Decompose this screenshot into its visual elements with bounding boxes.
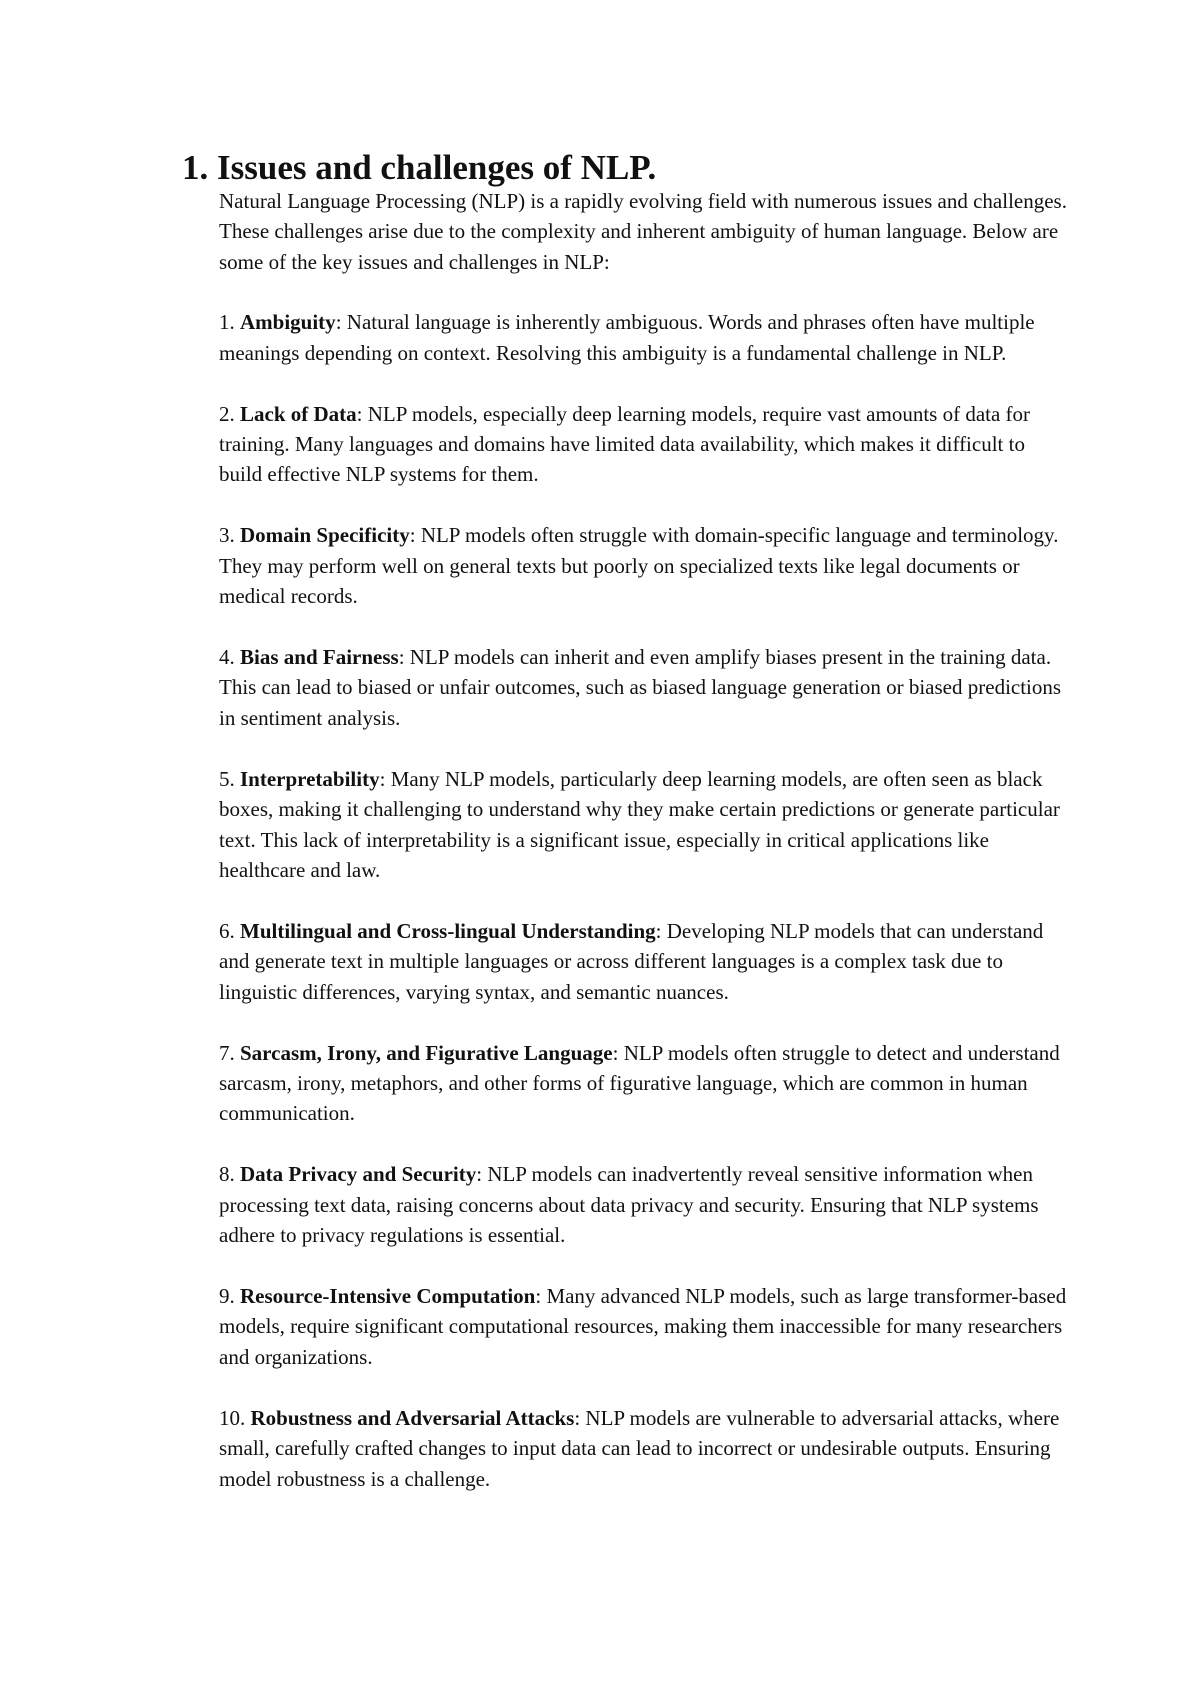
- item-description: : NLP models can inherit and even amplify biases present in the training data. This can lead to biased or unfair outcomes, such as biased language generation or biased predictions in sentiment analysis.: [219, 644, 1062, 730]
- item-number: 1.: [219, 310, 240, 335]
- section-heading: 1. Issues and challenges of NLP.: [182, 148, 657, 187]
- list-item: [219, 520, 1069, 611]
- item-term: Domain Specificity: [240, 523, 410, 548]
- item-description: : NLP models are vulnerable to adversarial attacks, where small, carefully crafted changes to input data can lead to incorrect or undesirable outputs. Ensuring model robustness is a challenge.: [219, 1405, 1060, 1491]
- list-item: [219, 1038, 1069, 1129]
- item-number: 7.: [219, 1040, 240, 1065]
- list-item: [219, 399, 1069, 490]
- list-item: [219, 1159, 1069, 1250]
- list-item: [219, 1403, 1069, 1494]
- item-number: 3.: [219, 523, 240, 548]
- item-description: : Many advanced NLP models, such as large transformer-based models, require significant computational resources, making them inaccessible for many researchers and organizations.: [219, 1283, 1067, 1369]
- list-item: [219, 916, 1069, 1007]
- item-description: : Developing NLP models that can understand and generate text in multiple languages or across different languages is a complex task due to linguistic differences, varying syntax, and semantic nuances.: [219, 918, 1044, 1004]
- item-term: Resource-Intensive Computation: [240, 1283, 536, 1308]
- item-number: 2.: [219, 401, 240, 426]
- item-description: : NLP models can inadvertently reveal sensitive information when processing text data, raising concerns about data privacy and security. Ensuring that NLP systems adhere to privacy regulations is essential.: [219, 1162, 1039, 1248]
- item-description: : NLP models often struggle to detect and understand sarcasm, irony, metaphors, and other forms of figurative language, which are common in human communication.: [219, 1040, 1060, 1126]
- item-term: Bias and Fairness: [240, 644, 399, 669]
- list-item: [219, 307, 1069, 368]
- item-number: 8.: [219, 1162, 240, 1187]
- section-body: [219, 186, 1069, 1494]
- item-description: : NLP models, especially deep learning models, require vast amounts of data for training. Many languages and domains have limited data availability, which makes it difficult to build effective NLP systems for them.: [219, 401, 1031, 487]
- item-description: : NLP models often struggle with domain-specific language and terminology. They may perform well on general texts but poorly on specialized texts like legal documents or medical records.: [219, 523, 1059, 609]
- item-term: Robustness and Adversarial Attacks: [250, 1405, 575, 1430]
- item-term: Lack of Data: [240, 401, 357, 426]
- item-term: Ambiguity: [240, 310, 336, 335]
- item-number: 4.: [219, 644, 240, 669]
- item-description: : Natural language is inherently ambiguous. Words and phrases often have multiple meanings depending on context. Resolving this ambiguity is a fundamental challenge in NLP.: [219, 310, 1035, 365]
- item-term: Sarcasm, Irony, and Figurative Language: [240, 1040, 613, 1065]
- item-term: Multilingual and Cross-lingual Understanding: [240, 918, 656, 943]
- item-number: 5.: [219, 766, 240, 791]
- list-item: [219, 642, 1069, 733]
- item-number: 6.: [219, 918, 240, 943]
- item-number: 10.: [219, 1405, 251, 1430]
- item-term: Data Privacy and Security: [240, 1162, 477, 1187]
- list-item: [219, 1281, 1069, 1372]
- intro-paragraph: Natural Language Processing (NLP) is a rapidly evolving field with numerous issues and challenges. These challenges arise due to the complexity and inherent ambiguity of human language. Below are some of the key issues and challenges in NLP:: [219, 189, 1067, 274]
- item-description: : Many NLP models, particularly deep learning models, are often seen as black boxes, making it challenging to understand why they make certain predictions or generate particular text. This lack of interpretability is a significant issue, especially in critical applications like healthcare and law.: [219, 766, 1060, 882]
- list-item: [219, 764, 1069, 886]
- item-number: 9.: [219, 1283, 240, 1308]
- item-term: Interpretability: [240, 766, 380, 791]
